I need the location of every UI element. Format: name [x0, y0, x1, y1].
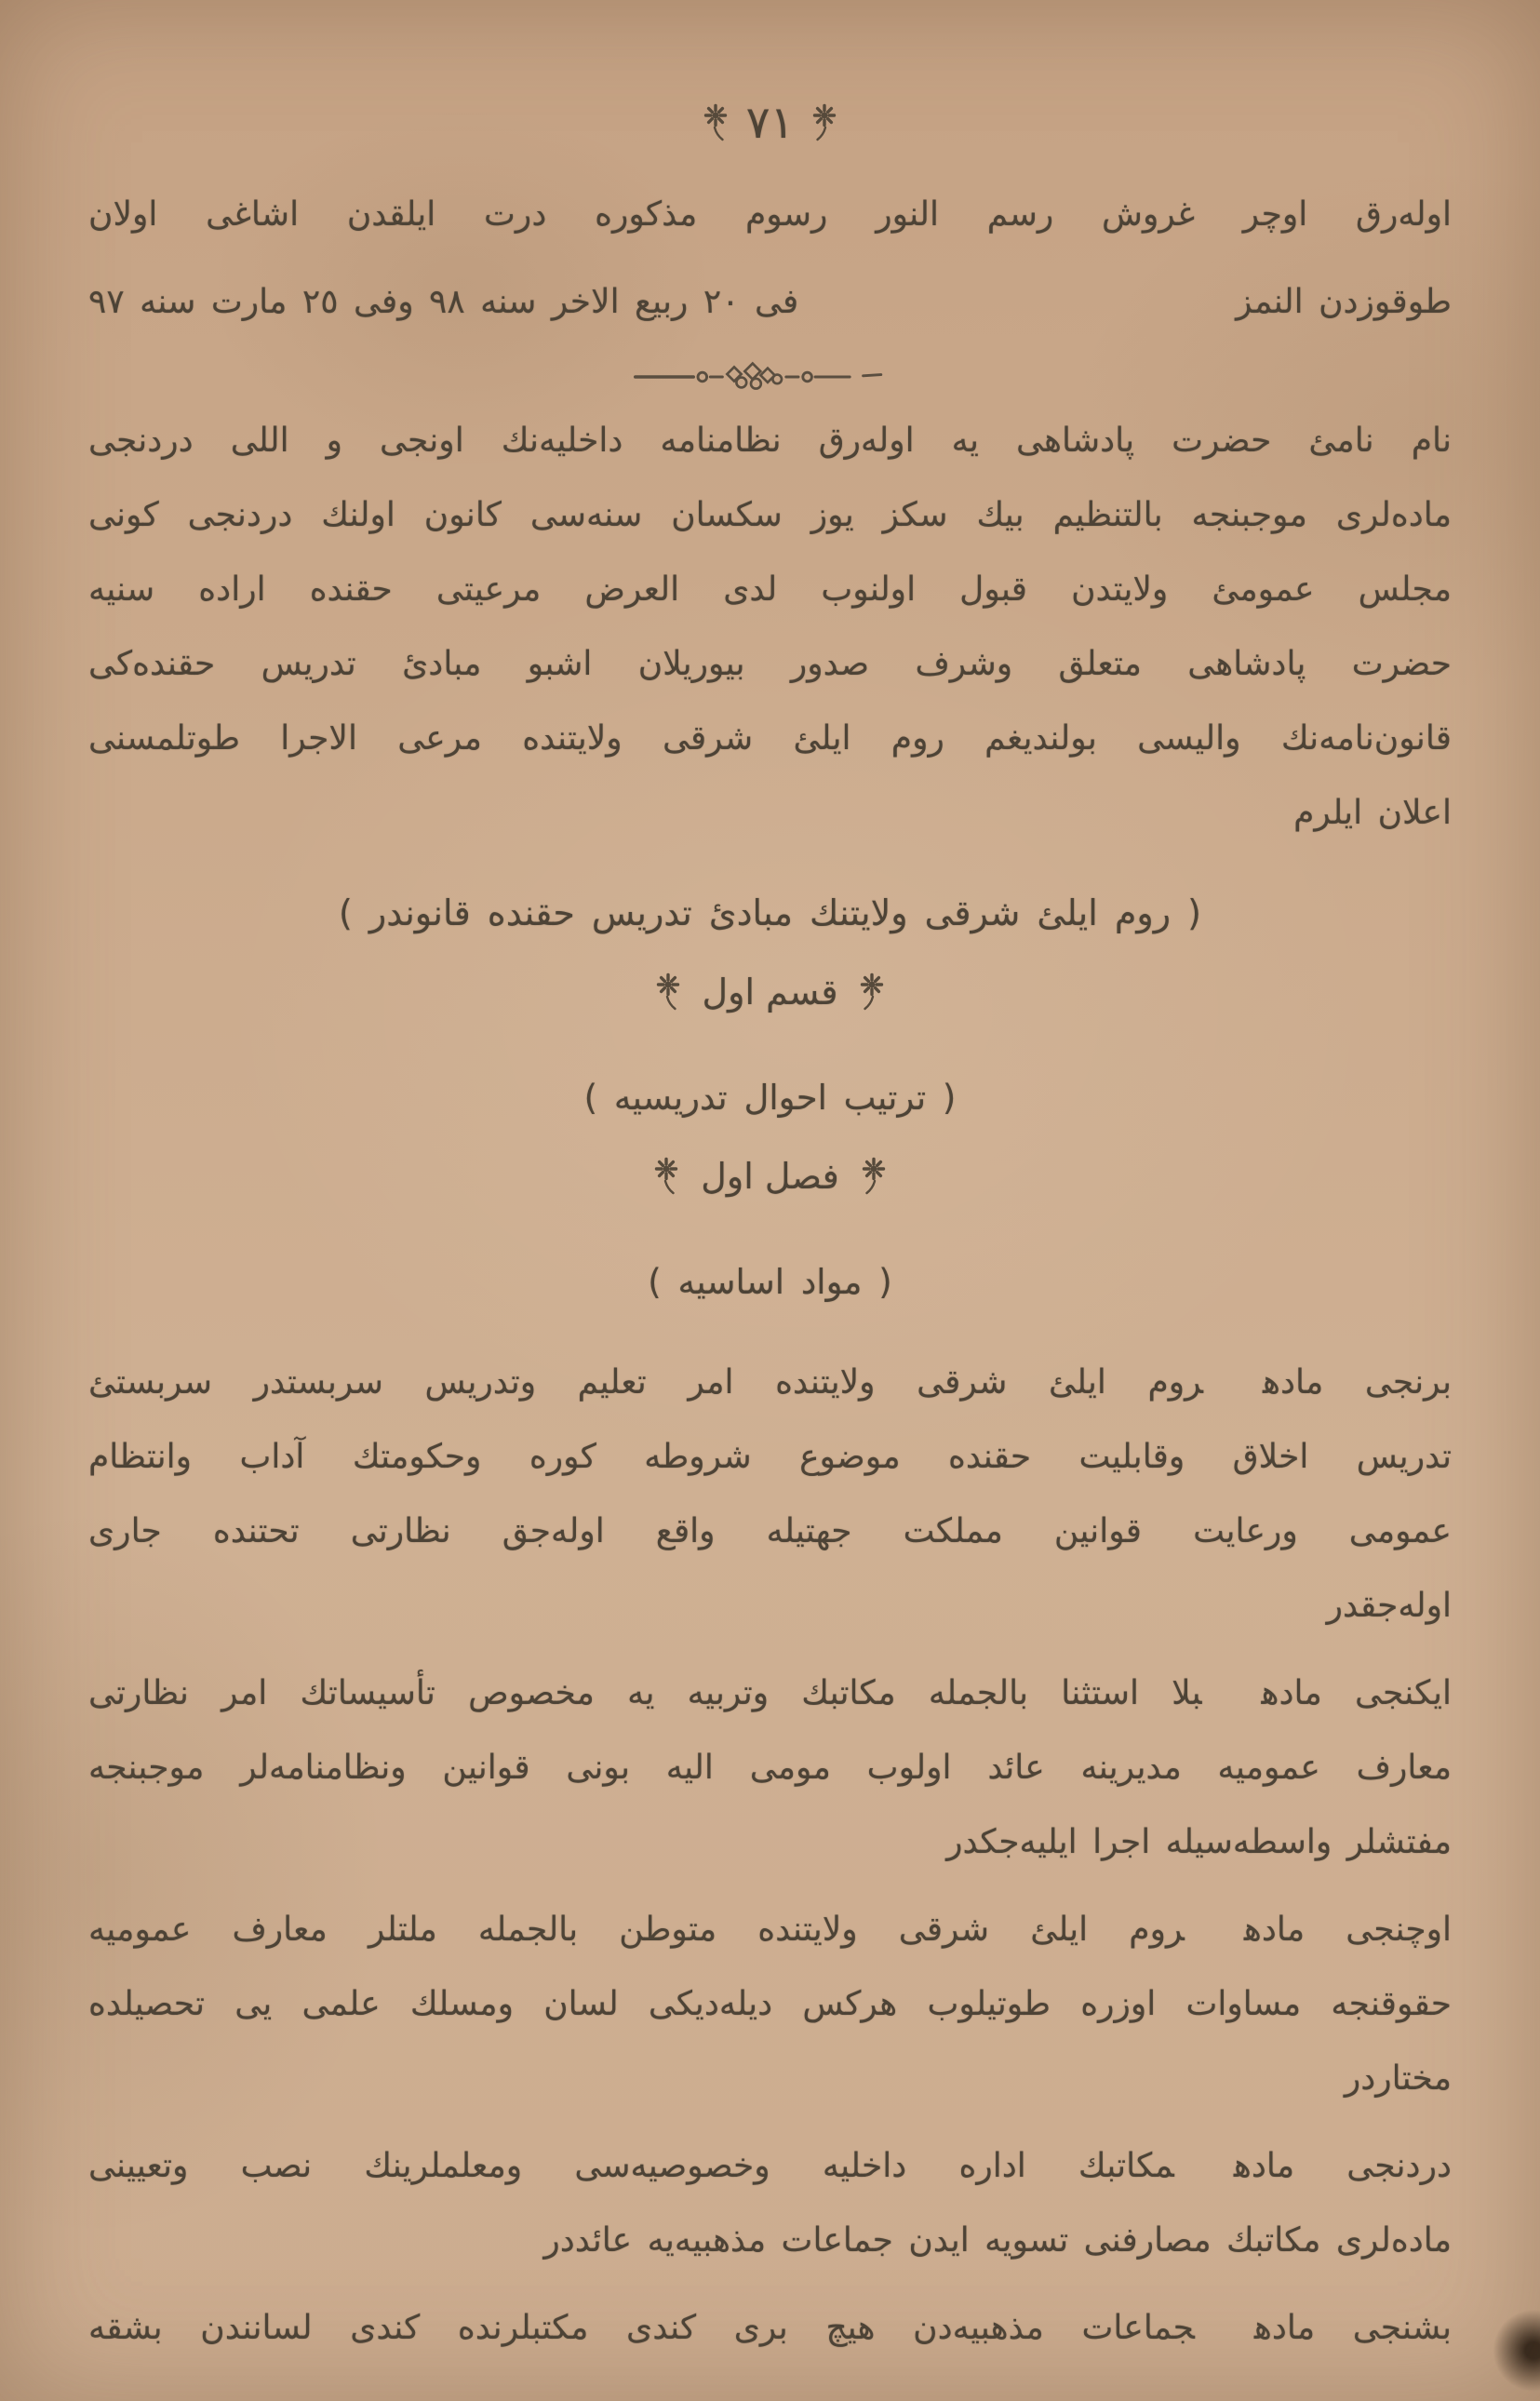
page-header: [88, 78, 1452, 168]
chapter-heading: [88, 1137, 1452, 1215]
flower-ornament-icon: [809, 102, 840, 143]
page-number: ٧١: [745, 97, 795, 149]
flower-ornament-icon: [650, 1156, 682, 1197]
chapter-heading-label: فصل اول: [701, 1156, 839, 1197]
subject-heading: ( مواد اساسيه ): [648, 1262, 892, 1302]
article-5: [88, 2291, 1452, 2366]
proclamation-paragraph: [88, 404, 1452, 851]
text-line: حقوقنجه مساوات اوزره طوتيلوب هركس ديله‌ديكى لسان ومسلك علمى يى تحصيلده: [88, 1985, 1452, 2023]
flower-ornament-icon: [700, 102, 731, 143]
flower-ornament-icon: [858, 1156, 890, 1197]
article-text: بلا استثنا بالجمله مكاتبك وتربيه يه مخصوص تأسيساتك امر نظارتى: [88, 1674, 1202, 1712]
divider-rule-icon: [631, 360, 910, 394]
article-4: [88, 2129, 1452, 2278]
text-line: ماده‌لرى مكاتبك مصارفنى تسويه ايدن جماعات مذهبيه‌يه عائددر: [543, 2221, 1452, 2260]
text-line: تدريس اخلاق وقابليت حقنده موضوع شروطه كوره وحكومتك آداب وانتظام: [88, 1438, 1452, 1476]
text-line: [88, 2129, 1452, 2204]
article-text: مكاتبك اداره داخليه وخصوصيه‌سى ومعلملرينك نصب وتعيينى: [88, 2147, 1174, 2185]
text-line: نام نامئ حضرت پادشاهى يه اوله‌رق نظامنامه داخليه‌نك اونجى و اللى دردنجى: [88, 422, 1452, 460]
article-number-label: بشنجى ماده: [1253, 2309, 1452, 2347]
article-number-label: ايكنجى ماده: [1261, 1674, 1452, 1712]
text-line: مجلس عمومئ ولايتدن قبول اولنوب لدى العرض مرعيتى حقنده اراده سنيه: [88, 570, 1452, 609]
article-text: روم ايلئ شرقى ولايتنده متوطن بالجمله ملتلر معارف عموميه: [88, 1911, 1185, 1949]
intro-right-text: طوقوزدن النمز: [1236, 283, 1452, 321]
law-title-heading: ( روم ايلئ شرقى ولايتنك مبادئ تدريس حقنده قانوندر ): [339, 892, 1201, 933]
text-line: اعلان ايلرم: [1293, 794, 1452, 832]
article-1: [88, 1346, 1452, 1643]
text-line: مفتشلر واسطه‌سيله اجرا ايليه‌جكدر: [946, 1823, 1452, 1861]
section-heading-label: قسم اول: [702, 972, 838, 1013]
text-line: اوله‌رق اوچر غروش رسم النور رسوم مذكوره درت ايلقدن اشاغى اولان: [88, 195, 1452, 234]
intro-date-text: فى ٢٠ ربيع الاخر سنه ٩٨ وفى ٢٥ مارت سنه ٩٧: [88, 283, 799, 321]
text-line: [88, 259, 1452, 346]
text-line: اوله‌جقدر: [1326, 1587, 1452, 1625]
flower-ornament-icon: [856, 972, 888, 1013]
article-3: [88, 1893, 1452, 2116]
subtitle-heading: ( ترتيب احوال تدريسيه ): [583, 1078, 957, 1118]
text-line: حضرت پادشاهى متعلق وشرف صدور بيوريلان اشبو مبادئ تدريس حقنده‌كى: [88, 645, 1452, 683]
article-number-label: اوچنجى ماده: [1243, 1911, 1452, 1949]
article-number-label: برنجى ماده: [1263, 1363, 1453, 1402]
text-line: [88, 1346, 1452, 1420]
article-2: [88, 1657, 1452, 1880]
article-text: روم ايلئ شرقى ولايتنده امر تعليم وتدريس سربستدر سربستئ: [88, 1363, 1204, 1402]
text-line: قانون‌نامه‌نك واليسى بولنديغم روم ايلئ شرقى ولايتنده مرعى الاجرا طوتلمسنى: [88, 719, 1452, 758]
article-number-label: دردنجى ماده: [1233, 2147, 1453, 2185]
article-text: جماعات مذهبيه‌دن هيچ برى كندى مكتبلرنده كندى لسانندن بشقه: [88, 2309, 1195, 2347]
divider-rule-ornament: [631, 361, 910, 393]
text-line: ماده‌لرى موجبنجه بالتنظيم بيك سكز يوز سكسان سنه‌سى كانون اولنك دردنجى كونى: [88, 496, 1452, 534]
text-line: [88, 1657, 1452, 1731]
intro-paragraph: [88, 171, 1452, 346]
text-line: معارف عموميه مديرينه عائد اولوب مومى اليه بونى قوانين ونظامنامه‌لر موجبنجه: [88, 1749, 1452, 1787]
text-line: مختاردر: [1344, 2059, 1452, 2098]
articles-section: [88, 1346, 1452, 2366]
text-line: [88, 1893, 1452, 1967]
flower-ornament-icon: [652, 972, 684, 1013]
section-heading: [88, 953, 1452, 1031]
text-line: عمومى ورعايت قوانين مملكت جهتيله واقع اوله‌جق نظارتى تحتنده جارى: [88, 1512, 1452, 1550]
text-line: [88, 2291, 1452, 2366]
